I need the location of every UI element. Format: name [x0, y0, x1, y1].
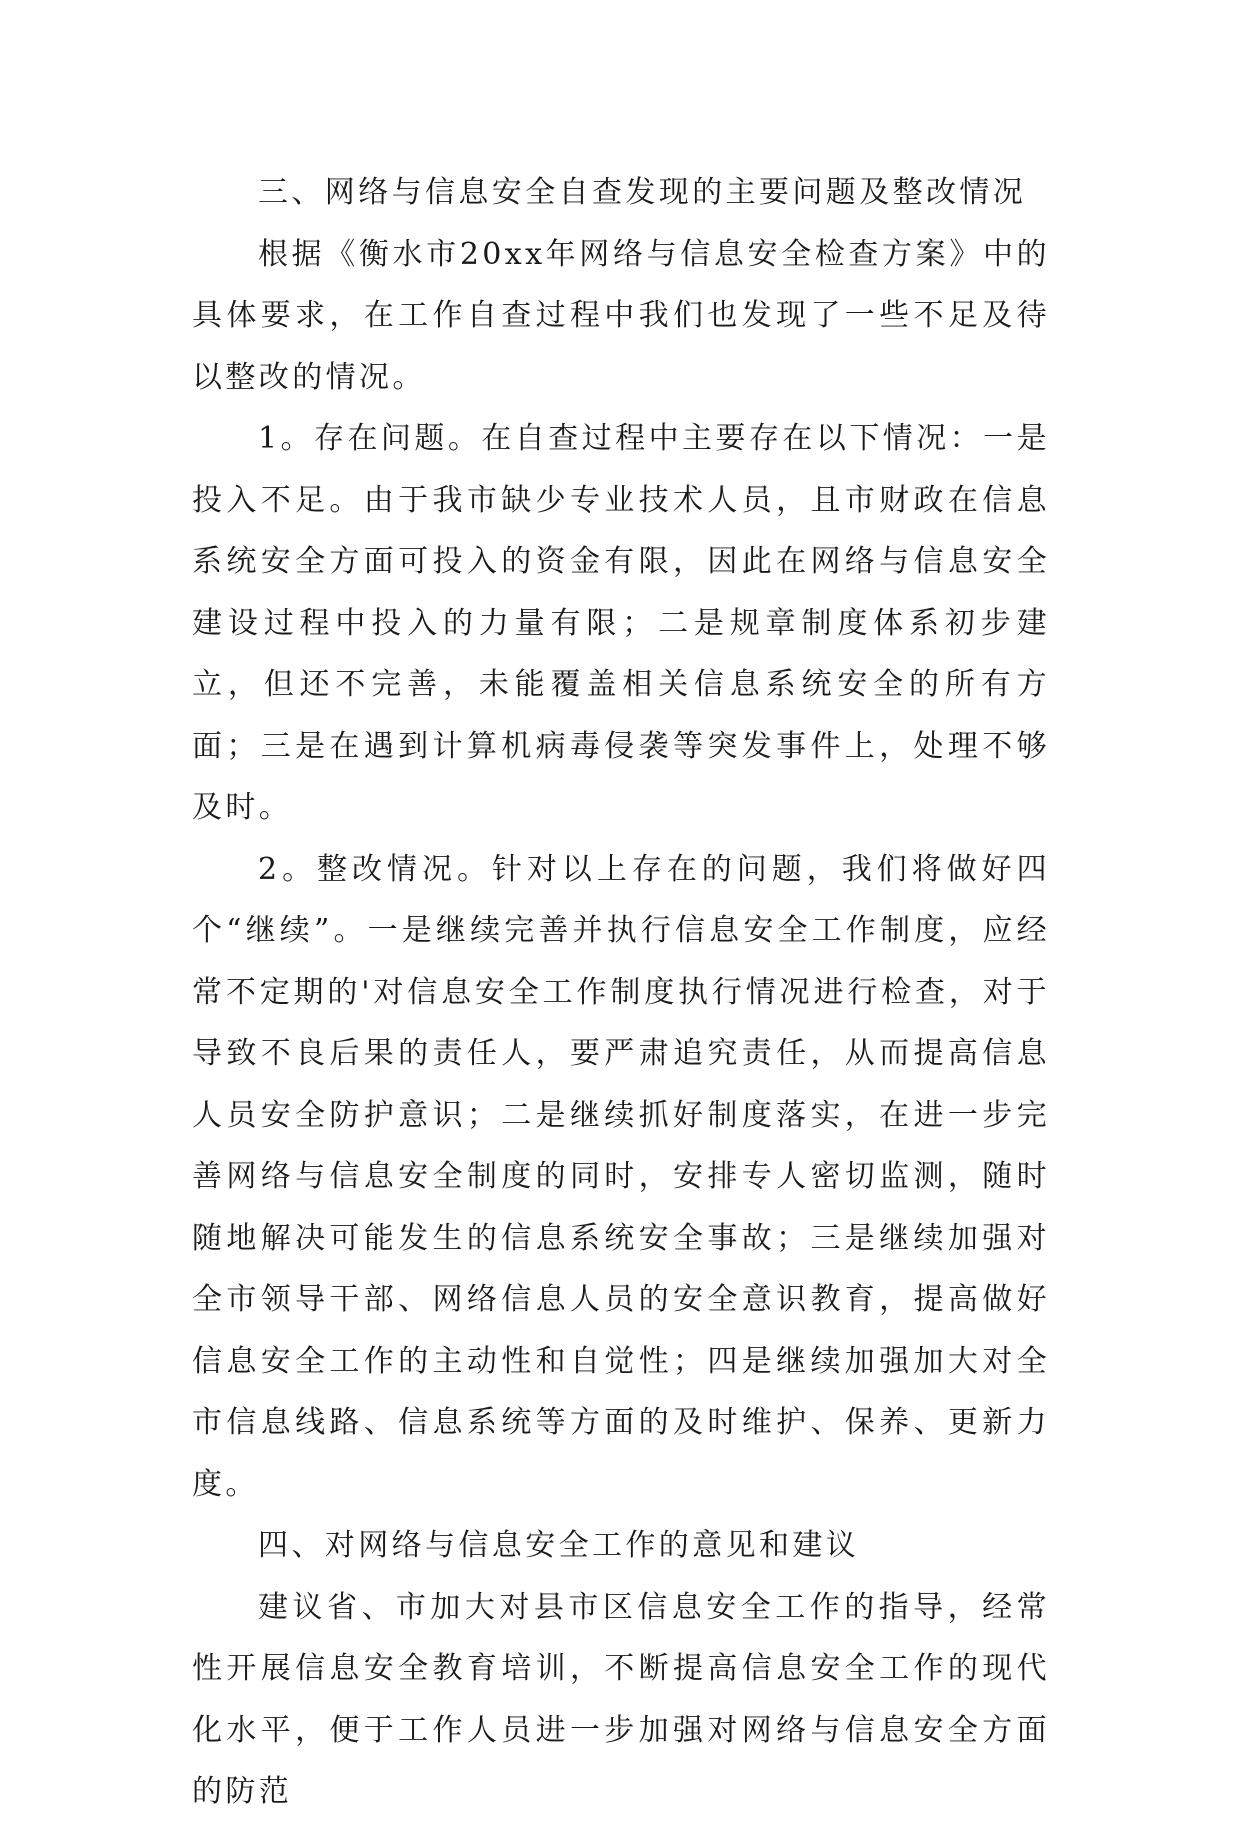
section-heading-suggestions: 四、对网络与信息安全工作的意见和建议: [258, 1528, 860, 1563]
paragraph-suggestions: 建议省、市加大对县市区信息安全工作的指导，经常性开展信息安全教育培训，不断提高信息安全工作的现代化水平，便于工作人员进一步加强对网络与信息安全方面的防范: [192, 1589, 1050, 1809]
paragraph-inspection-basis: 根据《衡水市20xx年网络与信息安全检查方案》中的具体要求，在工作自查过程中我们也发现了一些不足及待以整改的情况。: [192, 236, 1050, 395]
document-body: [192, 162, 1050, 1823]
paragraph-existing-problems: 1。存在问题。在自查过程中主要存在以下情况：一是投入不足。由于我市缺少专业技术人员，且市财政在信息系统安全方面可投入的资金有限，因此在网络与信息安全建设过程中投入的力量有限；二是规章制度体系初步建立，但还不完善，未能覆盖相关信息系统安全的所有方面；三是在遇到计算机病毒侵袭等突发事件上，处理不够及时。: [192, 421, 1050, 825]
section-heading-problems: 三、网络与信息安全自查发现的主要问题及整改情况: [258, 175, 1027, 210]
paragraph-rectification: 2。整改情况。针对以上存在的问题，我们将做好四个“继续”。一是继续完善并执行信息安全工作制度，应经常不定期的'对信息安全工作制度执行情况进行检查，对于导致不良后果的责任人，要严肃追究责任，从而提高信息人员安全防护意识；二是继续抓好制度落实，在进一步完善网络与信息安全制度的同时，安排专人密切监测，随时随地解决可能发生的信息系统安全事故；三是继续加强对全市领导干部、网络信息人员的安全意识教育，提高做好信息安全工作的主动性和自觉性；四是继续加强加大对全市信息线路、信息系统等方面的及时维护、保养、更新力度。: [192, 851, 1050, 1502]
